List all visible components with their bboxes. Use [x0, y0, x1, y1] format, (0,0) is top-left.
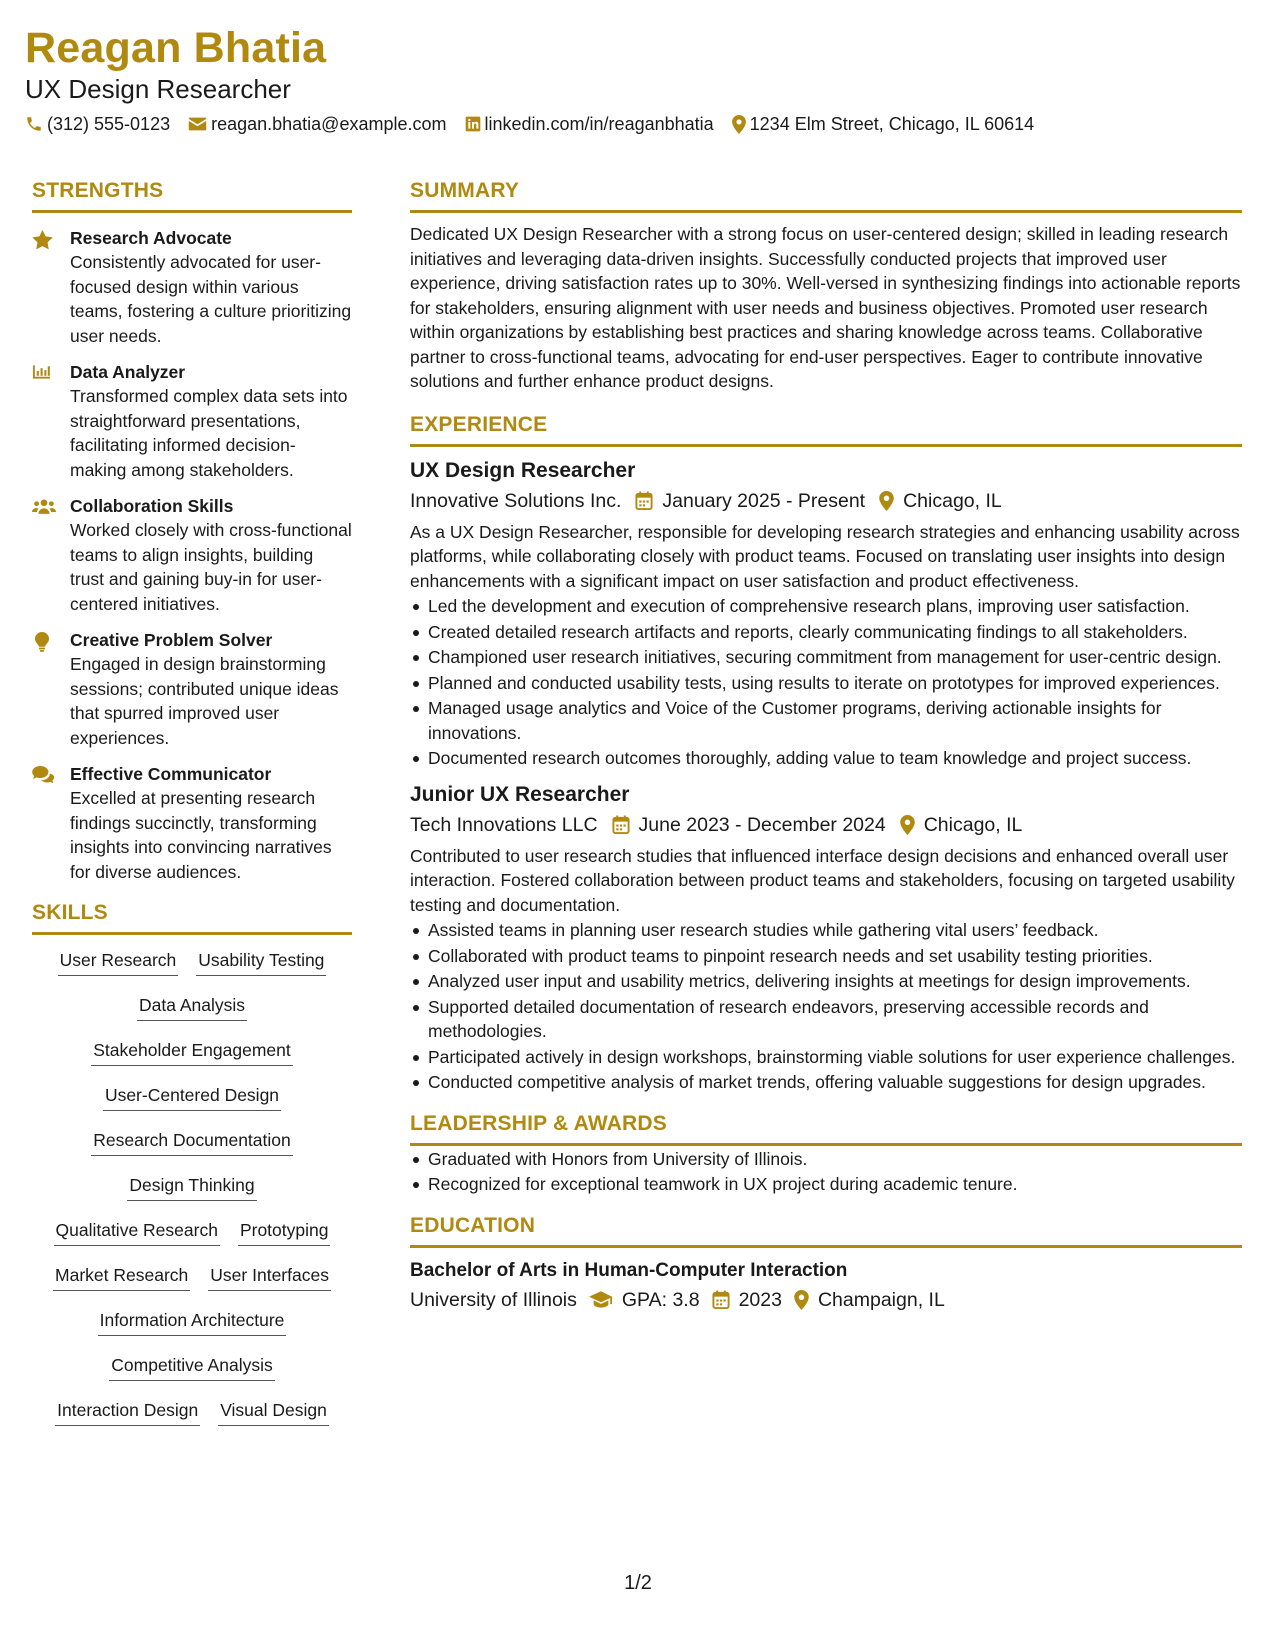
linkedin-icon	[465, 116, 481, 132]
strengths-list	[32, 227, 352, 884]
education-school: University of Illinois	[410, 1288, 577, 1311]
skill-row	[103, 1083, 281, 1128]
linkedin-text: linkedin.com/in/reaganbhatia	[484, 113, 714, 134]
contact-bar	[25, 111, 1250, 137]
skill-tag: User Research	[58, 948, 179, 976]
strength-title: Research Advocate	[70, 228, 232, 248]
location-pin-icon	[794, 1290, 809, 1310]
leadership-heading: LEADERSHIP & AWARDS	[410, 1111, 1242, 1146]
calendar-icon	[635, 491, 653, 510]
strength-desc: Engaged in design brainstorming sessions; contributed unique ideas that spurred improved user experiences.	[70, 654, 339, 748]
strength-item	[32, 495, 352, 616]
skill-tag: User-Centered Design	[103, 1083, 281, 1111]
calendar-icon	[712, 1290, 730, 1309]
skill-row	[58, 948, 327, 993]
skill-row	[55, 1398, 329, 1443]
strengths-heading: STRENGTHS	[32, 178, 352, 213]
strength-title: Creative Problem Solver	[70, 630, 273, 650]
job-bullet: Supported detailed documentation of research endeavors, preserving accessible records and methodologies.	[410, 995, 1242, 1044]
job-meta	[410, 487, 1242, 515]
job-bullet: Created detailed research artifacts and reports, clearly communicating findings to all stakeholders.	[410, 620, 1242, 645]
skill-tag: Design Thinking	[127, 1173, 256, 1201]
job-bullet: Managed usage analytics and Voice of the Customer programs, deriving actionable insights for innovations.	[410, 696, 1242, 745]
skill-tag: Usability Testing	[196, 948, 326, 976]
skill-tag: Market Research	[53, 1263, 190, 1291]
job-description: Contributed to user research studies that influenced interface design decisions and enhanced overall user interaction. Fostered collaboration between product teams and stakeholders, focusing on targeted usability testing and documentation.	[410, 845, 1235, 915]
left-column	[32, 178, 352, 1443]
job-bullet: Assisted teams in planning user research studies while gathering vital users’ feedback.	[410, 918, 1242, 943]
email-text: reagan.bhatia@example.com	[211, 113, 447, 134]
job-bullet: Collaborated with product teams to pinpoint research needs and set usability testing priorities.	[410, 944, 1242, 969]
skill-tag: Qualitative Research	[54, 1218, 220, 1246]
education-heading: EDUCATION	[410, 1213, 1242, 1248]
job-dates: June 2023 - December 2024	[638, 813, 886, 836]
chart-icon	[32, 364, 51, 380]
skill-row	[53, 1263, 331, 1308]
job-bullet: Participated actively in design workshops, brainstorming viable solutions for user experience challenges.	[410, 1045, 1242, 1070]
education-location: Champaign, IL	[817, 1288, 945, 1311]
job-bullet: Documented research outcomes thoroughly, adding value to team knowledge and project success.	[410, 746, 1242, 771]
skill-tag: Stakeholder Engagement	[91, 1038, 293, 1066]
contact-phone[interactable]	[25, 114, 170, 135]
skill-row	[98, 1308, 287, 1353]
strength-item	[32, 361, 352, 482]
calendar-icon	[612, 815, 630, 834]
skill-row	[91, 1038, 293, 1083]
job-bullets	[410, 594, 1242, 771]
skill-tag: Competitive Analysis	[109, 1353, 274, 1381]
education-year: 2023	[738, 1288, 782, 1311]
star-icon	[32, 230, 53, 250]
skills-heading: SKILLS	[32, 900, 352, 935]
skills-list	[32, 948, 352, 1443]
phone-icon	[25, 115, 43, 133]
job-location: Chicago, IL	[923, 813, 1023, 836]
skill-row	[54, 1218, 331, 1263]
envelope-icon	[188, 116, 207, 132]
strength-title: Effective Communicator	[70, 764, 272, 784]
strength-desc: Worked closely with cross-functional teams to align insights, building trust and gaining buy-in for user-centered initiatives.	[70, 520, 352, 614]
skill-tag: Prototyping	[238, 1218, 331, 1246]
education-meta	[410, 1286, 1242, 1314]
strength-item	[32, 227, 352, 348]
job-company: Tech Innovations LLC	[410, 813, 598, 836]
users-icon	[32, 498, 56, 515]
job-entry	[410, 781, 1242, 1095]
strength-desc: Consistently advocated for user-focused design within various teams, fostering a culture prioritizing user needs.	[70, 252, 352, 346]
strength-item	[32, 629, 352, 750]
strength-item	[32, 763, 352, 884]
right-column	[410, 178, 1242, 1314]
job-bullet: Led the development and execution of comprehensive research plans, improving user satisfaction.	[410, 594, 1242, 619]
candidate-role: UX Design Researcher	[25, 74, 291, 104]
job-location: Chicago, IL	[903, 489, 1002, 512]
contact-address	[732, 114, 1035, 135]
experience-heading: EXPERIENCE	[410, 412, 1242, 447]
skill-tag: Interaction Design	[55, 1398, 200, 1426]
education-degree: Bachelor of Arts in Human-Computer Interaction	[410, 1259, 848, 1281]
job-meta	[410, 811, 1242, 839]
job-company: Innovative Solutions Inc.	[410, 489, 622, 512]
job-title: UX Design Researcher	[410, 458, 636, 482]
contact-email[interactable]	[188, 114, 446, 135]
job-bullet: Planned and conducted usability tests, using results to iterate on prototypes for improved experiences.	[410, 671, 1242, 696]
summary-heading: SUMMARY	[410, 178, 1242, 213]
leadership-item: Graduated with Honors from University of Illinois.	[410, 1147, 1242, 1172]
location-pin-icon	[732, 115, 746, 134]
job-title: Junior UX Researcher	[410, 782, 630, 806]
skill-tag: Research Documentation	[91, 1128, 292, 1156]
job-bullet: Analyzed user input and usability metrics, delivering insights at meetings for design improvements.	[410, 969, 1242, 994]
strength-title: Data Analyzer	[70, 362, 186, 382]
job-entry	[410, 457, 1242, 771]
skill-tag: Visual Design	[218, 1398, 329, 1426]
education-entry	[410, 1258, 1242, 1314]
skill-tag: Data Analysis	[137, 993, 247, 1021]
skill-row	[127, 1173, 256, 1218]
graduation-cap-icon	[589, 1291, 613, 1308]
address-text: 1234 Elm Street, Chicago, IL 60614	[749, 113, 1035, 134]
skill-tag: Information Architecture	[98, 1308, 287, 1336]
strength-desc: Excelled at presenting research findings succinctly, transforming insights into convincing narratives for diverse audiences.	[70, 788, 332, 882]
page-number: 1/2	[624, 1572, 652, 1594]
skill-tag: User Interfaces	[208, 1263, 331, 1291]
leadership-item: Recognized for exceptional teamwork in UX project during academic tenure.	[410, 1172, 1242, 1197]
candidate-name: Reagan Bhatia	[25, 24, 327, 72]
job-bullet: Conducted competitive analysis of market trends, offering valuable suggestions for design upgrades.	[410, 1070, 1242, 1095]
lightbulb-icon	[35, 632, 49, 652]
phone-text: (312) 555-0123	[47, 113, 171, 134]
location-pin-icon	[879, 491, 894, 511]
leadership-list	[410, 1147, 1242, 1197]
strength-title: Collaboration Skills	[70, 496, 234, 516]
job-bullet: Championed user research initiatives, securing commitment from management for user-centric design.	[410, 645, 1242, 670]
skill-row	[137, 993, 247, 1038]
resume-header	[25, 22, 1250, 137]
comments-icon	[32, 766, 54, 784]
contact-linkedin[interactable]	[465, 114, 714, 135]
location-pin-icon	[900, 815, 915, 835]
job-description: As a UX Design Researcher, responsible for developing research strategies and enhancing usability across platforms, while collaborating closely with product teams. Focused on translating user insights into design enhancements with a significant impact on user satisfaction and product effectiveness.	[410, 521, 1240, 591]
strength-desc: Transformed complex data sets into straightforward presentations, facilitating informed decision-making among stakeholders.	[70, 386, 348, 480]
skill-row	[109, 1353, 274, 1398]
summary-text: Dedicated UX Design Researcher with a strong focus on user-centered design; skilled in leading research initiatives and leveraging data-driven insights. Successfully conducted projects that improved user experience, driving satisfaction rates up to 30%. Well-versed in synthesizing findings into actionable reports for stakeholders, ensuring alignment with user needs and business objectives. Promoted user research within organizations by establishing best practices and sharing knowledge across teams. Collaborative partner to cross-functional teams, advocating for end-user perspectives. Eager to contribute innovative solutions and further enhance product designs.	[410, 224, 1241, 391]
education-gpa: GPA: 3.8	[621, 1288, 700, 1311]
job-dates: January 2025 - Present	[662, 489, 866, 512]
skill-row	[91, 1128, 292, 1173]
job-bullets	[410, 918, 1242, 1095]
